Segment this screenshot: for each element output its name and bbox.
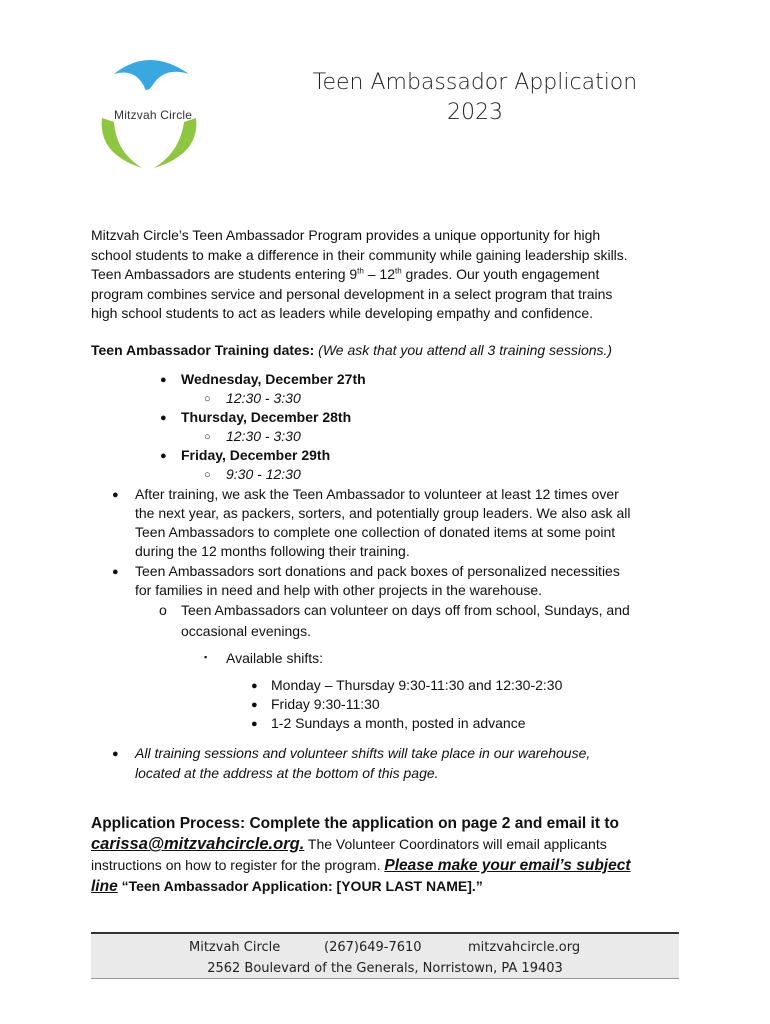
after-training-line: during the 12 months following their training. (135, 543, 410, 559)
intro-paragraph (91, 226, 691, 324)
footer-website[interactable]: mitzvahcircle.org (468, 940, 581, 955)
volunteer-days-line: Teen Ambassadors can volunteer on days off from school, Sundays, and (181, 602, 630, 618)
subject-line-quote: “Teen Ambassador Application: [YOUR LAST NAME].” (117, 878, 483, 894)
bullet-icon: ● (251, 680, 258, 692)
square-bullet-icon: ▪ (204, 652, 208, 662)
title-line-1: Teen Ambassador Application (312, 70, 638, 95)
session-time: 12:30 - 3:30 (226, 428, 301, 444)
shifts-label: Available shifts: (226, 650, 324, 666)
application-process (91, 814, 691, 897)
intro-line: Teen Ambassadors are students entering 9th – 12th grades. Our youth engagement (91, 266, 600, 282)
bullet-icon: ● (160, 412, 167, 424)
bullet-icon: ● (251, 718, 258, 730)
bullet-icon: ● (160, 450, 167, 462)
warehouse-line: All training sessions and volunteer shifts will take place in our warehouse, (135, 745, 591, 761)
intro-line: program combines service and personal development in a select program that trains (91, 285, 613, 302)
footer-phone: (267)649-7610 (324, 940, 422, 955)
sort-line: for families in need and help with other projects in the warehouse. (135, 582, 543, 598)
shift-item: 1-2 Sundays a month, posted in advance (271, 715, 526, 731)
shift-item: Friday 9:30-11:30 (271, 696, 380, 712)
footer (91, 932, 679, 979)
footer-org: Mitzvah Circle (189, 940, 281, 955)
intro-line: Mitzvah Circle’s Teen Ambassador Program provides a unique opportunity for high (91, 227, 601, 243)
logo-text: Mitzvah Circle (114, 108, 193, 122)
footer-address: 2562 Boulevard of the Generals, Norristown, PA 19403 (207, 961, 563, 976)
application-text: instructions on how to register for the program. (91, 857, 385, 873)
volunteer-days-line: occasional evenings. (181, 623, 311, 639)
page-title (300, 68, 650, 128)
subject-instruction: line (91, 878, 118, 895)
bullet-icon: ● (112, 489, 119, 501)
shift-item: Monday – Thursday 9:30-11:30 and 12:30-2:30 (271, 677, 563, 693)
after-training-line: the next year, as packers, sorters, and potentially group leaders. We also ask all (135, 505, 631, 521)
session-day: Wednesday, December 27th (181, 371, 366, 387)
subject-instruction: Please make your email’s subject (384, 857, 631, 874)
circle-bullet-icon: o (159, 602, 167, 618)
title-line-2: 2023 (447, 100, 503, 125)
bullet-icon: ● (251, 699, 258, 711)
after-training-line: Teen Ambassadors to complete one collection of donated items at some point (135, 524, 616, 540)
bullet-icon: ● (112, 748, 119, 760)
logo-left-leaf (102, 118, 142, 168)
warehouse-line: located at the address at the bottom of this page. (135, 765, 439, 781)
training-heading: Teen Ambassador Training dates: (We ask that you attend all 3 training sessions.) (91, 342, 613, 358)
bullet-icon: ● (112, 566, 119, 578)
circle-bullet-icon: ○ (204, 393, 211, 405)
logo-top-arc (114, 60, 189, 90)
session-time: 12:30 - 3:30 (226, 390, 301, 406)
logo-right-leaf (154, 118, 196, 168)
circle-bullet-icon: ○ (204, 431, 211, 443)
after-training-line: After training, we ask the Teen Ambassador to volunteer at least 12 times over (135, 486, 619, 502)
intro-line: high school students to act as leaders while developing empathy and confidence. (91, 305, 593, 321)
application-heading: Application Process: Complete the application on page 2 and email it to (91, 815, 619, 832)
session-time: 9:30 - 12:30 (226, 466, 301, 482)
circle-bullet-icon: ○ (204, 469, 211, 481)
email-link[interactable]: carissa@mitzvahcircle.org. (91, 835, 305, 853)
session-day: Friday, December 29th (181, 447, 331, 463)
sort-line: Teen Ambassadors sort donations and pack boxes of personalized necessities (135, 563, 620, 579)
application-text: The Volunteer Coordinators will email applicants (304, 836, 607, 852)
intro-line: school students to make a difference in their community while gaining leadership skills. (91, 246, 628, 263)
session-day: Thursday, December 28th (181, 409, 352, 425)
bullet-icon: ● (160, 374, 167, 386)
